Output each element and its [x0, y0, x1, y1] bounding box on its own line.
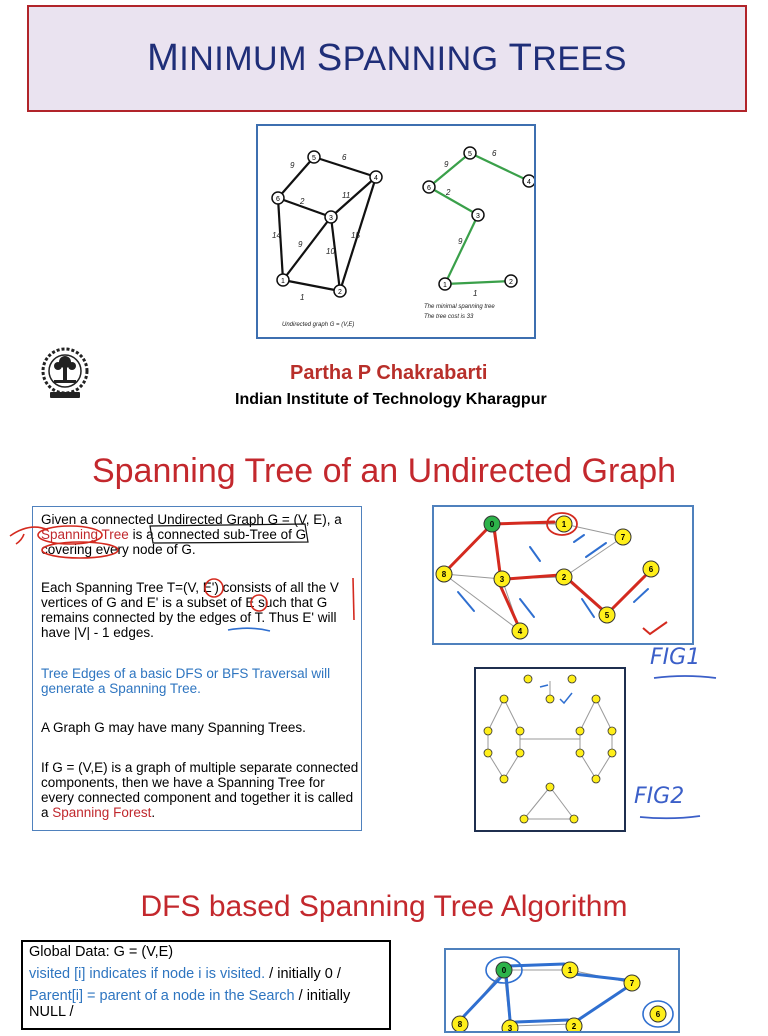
- edge-label: 1: [300, 293, 305, 302]
- para-forest: If G = (V,E) is a graph of multiple separate connected components, then we have a Spanning Tree for every connected component and together it is called a Spanning Forest.: [41, 760, 359, 820]
- left-graph-edges: [278, 157, 376, 291]
- fig2-underline: [636, 812, 706, 822]
- fig2-graph: [476, 669, 624, 830]
- graph-node: 2: [509, 279, 513, 286]
- fig1-node: 5: [604, 611, 610, 620]
- global-data-line: Global Data: G = (V,E): [29, 944, 174, 960]
- right-graph-nodes: [423, 147, 534, 290]
- fig1-node: 4: [517, 627, 523, 636]
- fig3-node: 8: [457, 1020, 463, 1029]
- fig2-box: [474, 667, 626, 832]
- edge-label: 1: [473, 289, 478, 298]
- graph-node: 2: [338, 289, 342, 296]
- graph-figure: [256, 124, 536, 339]
- left-graph-caption: Undirected graph G = (V,E): [282, 322, 355, 328]
- graph-node: 4: [374, 175, 378, 182]
- para-edges: Each Spanning Tree T=(V, E') consists of all the V vertices of G and E' is a subset of E such that G remains connected by the edges of T. Thus E' will have |V| - 1 edges.: [41, 580, 339, 640]
- fig3-node: 3: [507, 1024, 513, 1031]
- check-mark-icon: [640, 618, 670, 638]
- edge-label: 14: [272, 231, 281, 240]
- graph-node: 1: [443, 282, 447, 289]
- fig1-node: 6: [648, 565, 654, 574]
- logo-icon: [40, 346, 90, 401]
- fig3-node: 1: [567, 966, 573, 975]
- visited-line: visited [i] indicates if node i is visited. / initially 0 /: [29, 966, 341, 982]
- graph-node: 5: [468, 151, 472, 158]
- graph-node: 3: [329, 215, 333, 222]
- author-institute: Indian Institute of Technology Kharagpur: [235, 391, 547, 408]
- iit-kharagpur-logo: [40, 346, 90, 401]
- edge-label: 6: [342, 153, 347, 162]
- fig1-node: 0: [489, 520, 495, 529]
- fig1-node: 7: [620, 533, 626, 542]
- slide3-title: DFS based Spanning Tree Algorithm: [140, 890, 628, 923]
- para-many-trees: A Graph G may have many Spanning Trees.: [41, 720, 306, 735]
- edge-label: 9: [298, 240, 303, 249]
- edge-label: 10: [326, 247, 335, 256]
- para-traversal: Tree Edges of a basic DFS or BFS Traversal will generate a Spanning Tree.: [41, 666, 331, 696]
- fig1-label: FIG1: [650, 645, 701, 670]
- parent-line: Parent[i] = parent of a node in the Search / initially NULL /: [29, 988, 351, 1020]
- fig1-node: 2: [561, 573, 567, 582]
- slide2-title: Spanning Tree of an Undirected Graph: [91, 452, 677, 490]
- fig3-box: [444, 948, 680, 1033]
- fig3-node: 2: [571, 1022, 577, 1031]
- edge-label: 11: [342, 191, 351, 200]
- graph-node: 6: [276, 196, 280, 203]
- fig1-underline: [650, 672, 720, 682]
- edge-label: 2: [300, 197, 305, 206]
- fig1-node: 3: [499, 575, 505, 584]
- right-graph-caption-1: The minimal spanning tree: [424, 304, 495, 310]
- text-annotations: [0, 500, 372, 650]
- graph-node: 4: [527, 179, 531, 186]
- edge-label: 15: [351, 231, 360, 240]
- graph-node: 1: [281, 278, 285, 285]
- para-definition: Given a connected Undirected Graph G = (V, E), a Spanning Tree is a connected sub-Tree of G covering every node of G.: [41, 512, 342, 557]
- fig3-node: 7: [629, 979, 635, 988]
- graph-node: 6: [427, 185, 431, 192]
- fig2-label: FIG2: [634, 784, 685, 809]
- edge-label: 9: [290, 161, 295, 170]
- edge-label: 6: [492, 149, 497, 158]
- edge-label: 9: [444, 160, 449, 169]
- fig3-node: 0: [501, 966, 507, 975]
- graph-node: 5: [312, 155, 316, 162]
- fig3-graph: [446, 950, 678, 1031]
- fig1-node: 8: [441, 570, 447, 579]
- author-name: Partha P Chakrabarti: [290, 362, 488, 384]
- fig3-node: 6: [655, 1010, 661, 1019]
- fig1-node: 1: [561, 520, 567, 529]
- title-banner: [27, 5, 747, 112]
- graph-figure-svg: [258, 126, 534, 337]
- main-title: MINIMUM SPANNING TREES: [147, 37, 627, 79]
- edge-label: 2: [446, 188, 451, 197]
- graph-node: 3: [476, 213, 480, 220]
- right-graph-caption-2: The tree cost is 33: [424, 314, 474, 320]
- edge-label: 9: [458, 237, 463, 246]
